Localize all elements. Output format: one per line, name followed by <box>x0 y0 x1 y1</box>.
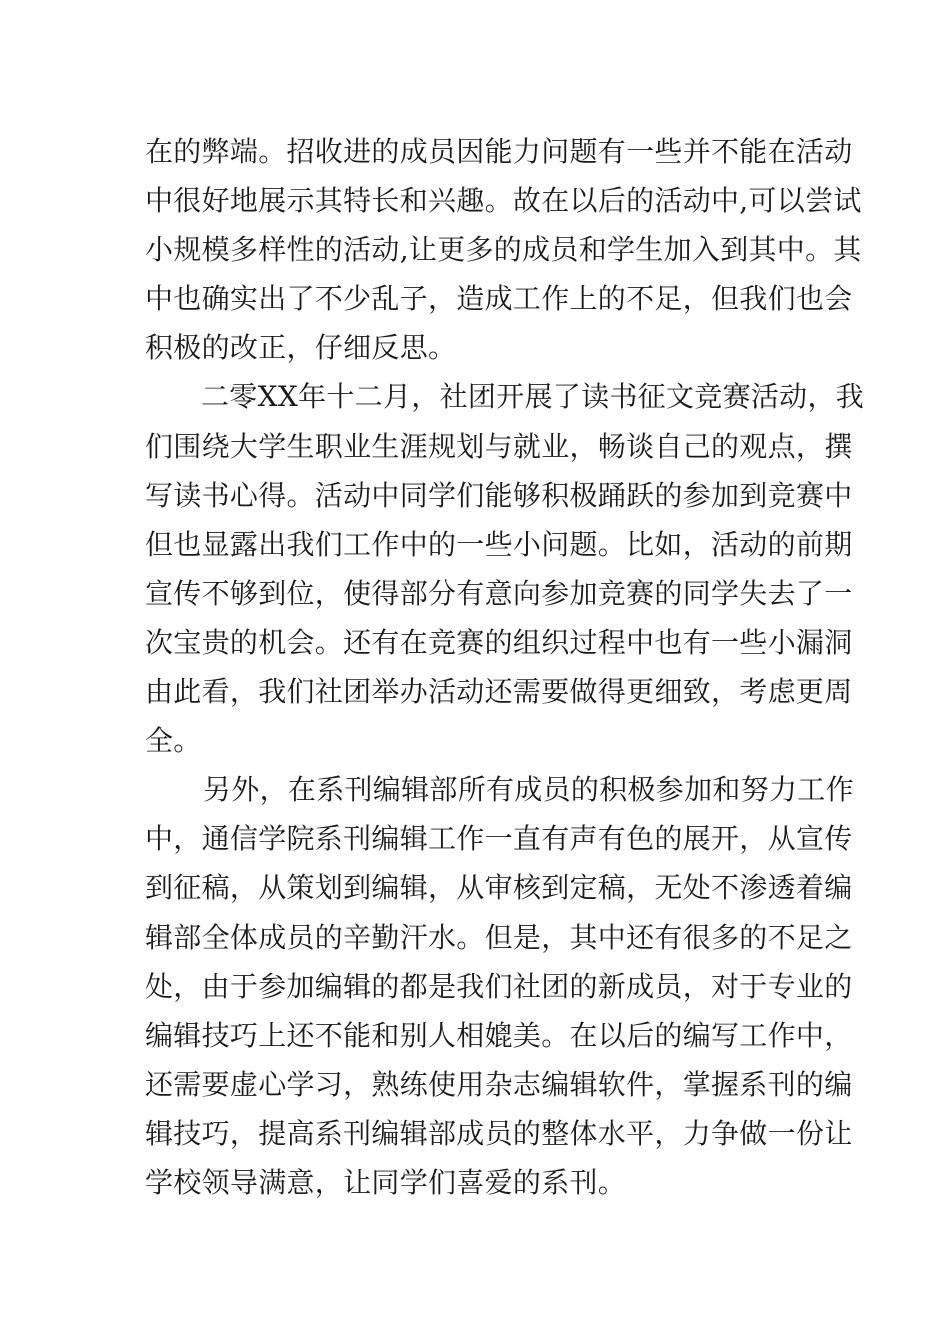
text-line: 还需要虚心学习，熟练使用杂志编辑软件，掌握系刊的编 <box>145 1067 853 1101</box>
document-body <box>145 127 865 1207</box>
paragraph-3 <box>145 765 854 1207</box>
paragraph-1 <box>145 127 862 372</box>
text-line: 中也确实出了不少乱子，造成工作上的不足，但我们也会 <box>145 282 853 316</box>
text-line: 在的弊端。招收进的成员因能力问题有一些并不能在活动 <box>145 135 853 168</box>
text-line: 次宝贵的机会。还有在竞赛的组织过程中也有一些小漏洞 <box>145 625 853 659</box>
text-line: 全。 <box>145 724 202 758</box>
text-line: 积极的改正，仔细反思。 <box>145 331 457 365</box>
text-line: 学校领导满意，让同学们喜爱的系刊。 <box>145 1165 627 1199</box>
text-line: 中很好地展示其特长和兴趣。故在以后的活动中,可以尝试 <box>145 184 862 218</box>
text-line: 另外，在系刊编辑部所有成员的积极参加和努力工作 <box>203 773 854 807</box>
text-line: 由此看，我们社团举办活动还需要做得更细致，考虑更周 <box>145 675 853 709</box>
text-line: 辑部全体成员的辛勤汗水。但是，其中还有很多的不足之 <box>145 920 853 954</box>
text-line: 们围绕大学生职业生涯规划与就业，畅谈自己的观点，撰 <box>145 429 853 463</box>
text-line: 处，由于参加编辑的都是我们社团的新成员，对于专业的 <box>145 969 853 1003</box>
text-line: 小规模多样性的活动,让更多的成员和学生加入到其中。其 <box>145 233 862 267</box>
text-line: 中，通信学院系刊编辑工作一直有声有色的展开，从宣传 <box>145 822 853 856</box>
text-line: 辑技巧，提高系刊编辑部成员的整体水平，力争做一份让 <box>145 1116 853 1150</box>
text-line: 宣传不够到位，使得部分有意向参加竞赛的同学失去了一 <box>145 576 853 610</box>
text-line: 编辑技巧上还不能和别人相媲美。在以后的编写工作中， <box>145 1018 853 1052</box>
text-line: 到征稿，从策划到编辑，从审核到定稿，无处不渗透着编 <box>145 871 853 905</box>
text-line: 二零XX年十二月，社团开展了读书征文竞赛活动，我 <box>201 380 865 414</box>
text-line: 写读书心得。活动中同学们能够积极踊跃的参加到竞赛中 <box>145 478 853 512</box>
text-line: 但也显露出我们工作中的一些小问题。比如，活动的前期 <box>145 527 853 561</box>
paragraph-2 <box>145 372 865 765</box>
